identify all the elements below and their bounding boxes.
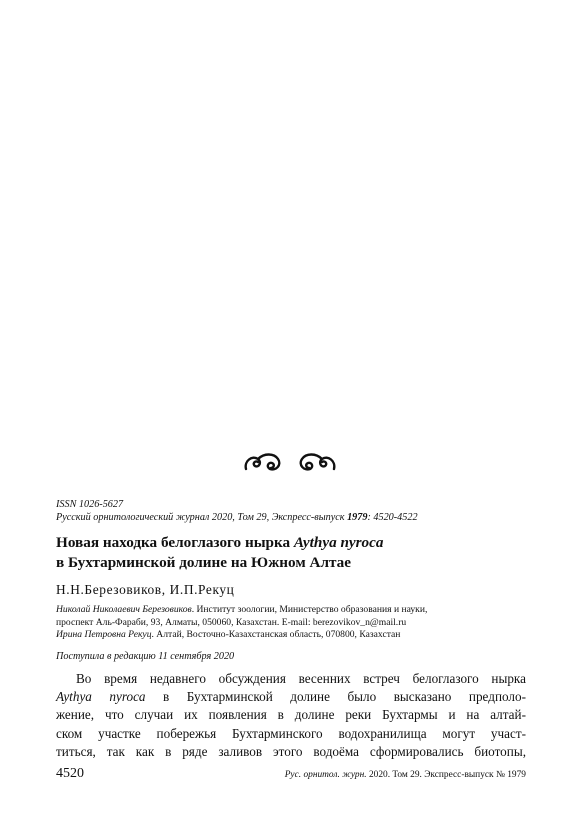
affiliation-text: . Алтай, Восточно-Казахстанская область, 070800, Казахстан [151, 629, 401, 641]
ornament [0, 446, 580, 476]
affiliation-text: проспект Аль-Фараби, 93, Алматы, 050060, Казахстан. E-mail: berezovikov_n@mail.ru [56, 616, 407, 628]
article-title [56, 533, 536, 573]
affiliation-author-name: Ирина Петровна Рекуц [56, 629, 152, 641]
running-footer [285, 769, 526, 781]
body-line-4: ском участке побережья Бухтарминского водохранилища могут участ- [56, 725, 526, 741]
title-latin-name: Aythya nyroca [293, 534, 384, 551]
affiliation-1-cont [56, 617, 530, 630]
received-date: Поступила в редакцию 11 сентября 2020 [56, 651, 235, 662]
journal-prefix: Русский орнитологический журнал 2020, Том 29, Экспресс-выпуск [56, 512, 348, 523]
journal-citation [56, 511, 526, 524]
title-text: Новая находка белоглазого нырка [56, 534, 294, 551]
body-line-3: жение, что случаи их появления в долине реки Бухтармы и на алтай- [56, 707, 526, 723]
footer-journal-abbrev: Рус. орнитол. журн. [284, 770, 367, 780]
affiliation-2 [56, 629, 530, 642]
affiliation-author-name: Николай Николаевич Березовиков [56, 604, 192, 615]
title-line-1 [56, 533, 536, 553]
ornament-left-icon [242, 449, 284, 475]
footer-issue: 2020. Том 29. Экспресс-выпуск № 1979 [366, 770, 526, 780]
body-line-2 [56, 688, 526, 706]
issn-line: ISSN 1026-5627 [56, 499, 124, 510]
title-line-2: в Бухтарминской долине на Южном Алтае [56, 554, 351, 571]
affiliation-text: . Институт зоологии, Министерство образования и науки, [191, 604, 428, 615]
journal-header [56, 498, 526, 524]
ornament-right-icon [296, 449, 338, 475]
issue-number: 1979 [347, 512, 368, 523]
body-text: в Бухтарминской долине было высказано предполо- [145, 689, 526, 705]
page-number: 4520 [56, 766, 84, 781]
affiliations [56, 604, 530, 642]
body-latin-name: Aythya nyroca [56, 689, 146, 705]
article-body [56, 670, 526, 761]
authors: Н.Н.Березовиков, И.П.Рекуц [56, 582, 235, 597]
page-range: : 4520-4522 [367, 512, 418, 523]
body-line-5: титься, так как в ряде заливов этого водоёма сформировались биотопы, [56, 743, 526, 759]
body-line-1: Во время недавнего обсуждения весенних встреч белоглазого нырка [76, 671, 526, 686]
affiliation-1 [56, 604, 530, 617]
